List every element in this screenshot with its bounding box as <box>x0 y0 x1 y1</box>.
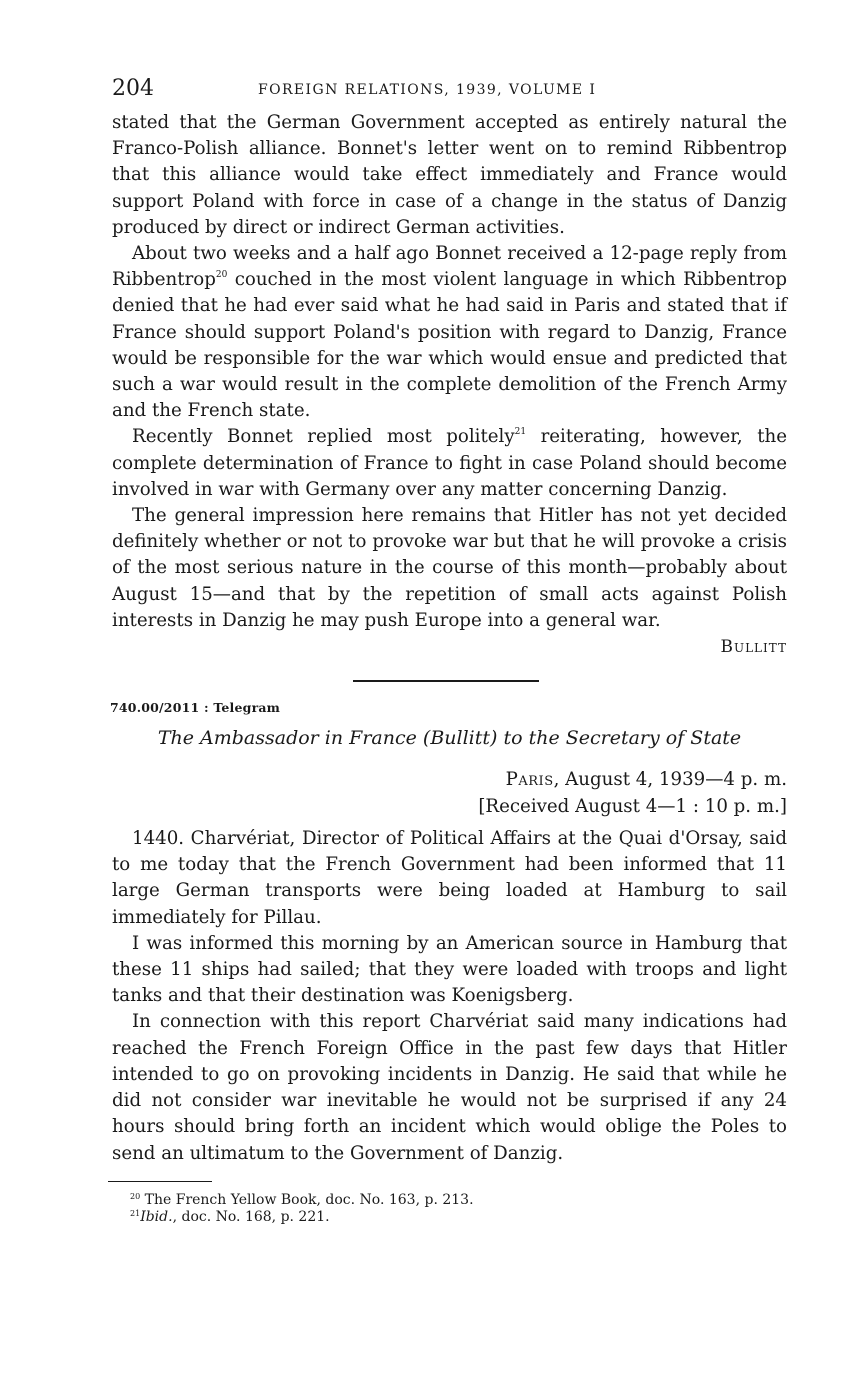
dateline-received: [Received August 4—1 : 10 p. m.] <box>478 795 787 817</box>
running-title: FOREIGN RELATIONS, 1939, VOLUME I <box>258 82 597 98</box>
footnote-divider <box>108 1181 212 1182</box>
footnote-text: The French Yellow Book, doc. No. 163, p. 213. <box>140 1191 474 1208</box>
footnote <box>130 1209 787 1226</box>
footnote-number: 20 <box>130 1191 141 1201</box>
dateline-place: Paris <box>505 769 554 791</box>
dateline-sent <box>112 767 787 794</box>
document-heading: The Ambassador in France (Bullitt) to the Secretary of State <box>157 727 742 750</box>
paragraph: In connection with this report Charvériat said many indications had reached the French Foreign Office in the past few days that Hitler intended to go on provoking incidents in Danzig. He said that while he did not consider war inevitable he would not be surprised if any 24 hours should bring forth an incident which would oblige the Poles to send an ultimatum to the Government of Danzig. <box>112 1011 787 1164</box>
dateline <box>112 767 787 820</box>
footnote-ref: 20 <box>215 270 228 281</box>
file-reference: 740.00/2011 : Telegram <box>110 700 281 716</box>
dateline-date: , August 4, 1939—4 p. m. <box>553 769 787 791</box>
paragraph-text: couched in the most violent language in which Ribbentrop denied that he had ever said what he had said in Paris and stated that if France should support Poland's position with regard to Danzig, France would be responsible for the war which would ensue and predicted that such a war would result in the complete demolition of the French Army and the French state. <box>112 269 787 422</box>
footnote-ibid: Ibid. <box>140 1208 173 1225</box>
paragraph <box>112 424 787 503</box>
paragraph-text: reiterating, however, the complete determination of France to fight in case Poland should become involved in war with Germany over any matter concerning Danzig. <box>112 426 787 500</box>
running-head <box>112 70 787 110</box>
paragraph: The general impression here remains that Hitler has not yet decided definitely whether or not to provoke war but that he will provoke a crisis of the most serious nature in the course of this month—probably about August 15—and that by the repetition of small acts against Polish interests in Danzig he may push Europe into a general war. <box>112 505 787 631</box>
paragraph: stated that the German Government accepted as entirely natural the Franco-Polish alliance. Bonnet's letter went on to remind Ribbentrop that this alliance would take effect immediately and France would support Poland with force in case of a change in the status of Danzig produced by direct or indirect German activities. <box>112 112 787 238</box>
section-divider <box>353 680 539 682</box>
footnote-ref: 21 <box>514 427 527 438</box>
footnote-number: 21 <box>130 1208 141 1218</box>
paragraph-text: Recently Bonnet replied most politely <box>132 426 515 448</box>
paragraph-text: About two weeks and a half ago Bonnet received a 12-page reply from Ribbentrop <box>112 243 787 291</box>
footnote-text: , doc. No. 168, p. 221. <box>172 1208 330 1225</box>
paragraph <box>112 241 787 424</box>
page-number: 204 <box>112 76 154 101</box>
footnote <box>130 1192 787 1209</box>
paragraph: 1440. Charvériat, Director of Political Affairs at the Quai d'Orsay, said to me today that the French Government had been informed that 11 large German transports were being loaded at Hamburg to sail immediately for Pillau. <box>112 828 787 928</box>
paragraph: I was informed this morning by an American source in Hamburg that these 11 ships had sailed; that they were loaded with troops and light tanks and that their destination was Koenigsberg. <box>112 932 787 1007</box>
signature: Bullitt <box>720 637 787 658</box>
document-page <box>112 70 787 1226</box>
